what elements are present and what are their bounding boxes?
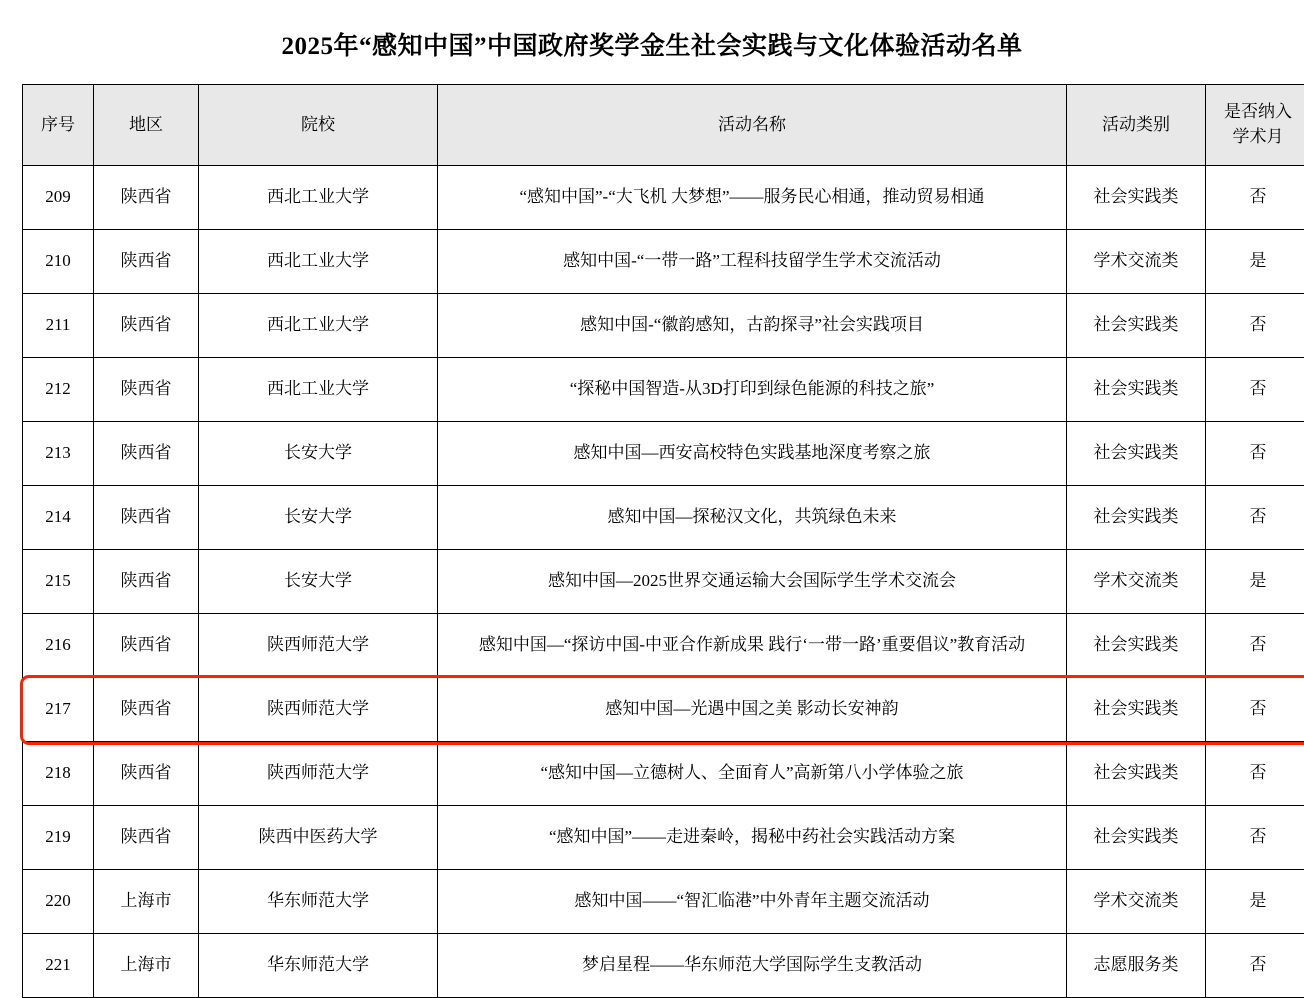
cell-activity: 感知中国——“智汇临港”中外青年主题交流活动 xyxy=(438,870,1067,934)
cell-school: 陕西中医药大学 xyxy=(199,806,438,870)
cell-activity: 感知中国-“徽韵感知，古韵探寻”社会实践项目 xyxy=(438,294,1067,358)
cell-region: 陕西省 xyxy=(94,486,199,550)
cell-academic: 否 xyxy=(1206,934,1304,998)
table-header-row xyxy=(23,85,1304,166)
cell-no: 213 xyxy=(23,422,94,486)
table-row xyxy=(23,486,1304,550)
table-row xyxy=(23,550,1304,614)
cell-no: 209 xyxy=(23,166,94,230)
cell-type: 社会实践类 xyxy=(1067,806,1206,870)
cell-type: 社会实践类 xyxy=(1067,742,1206,806)
cell-activity: 感知中国—探秘汉文化，共筑绿色未来 xyxy=(438,486,1067,550)
cell-no: 212 xyxy=(23,358,94,422)
cell-academic: 否 xyxy=(1206,294,1304,358)
cell-no: 211 xyxy=(23,294,94,358)
cell-activity: “感知中国”——走进秦岭，揭秘中药社会实践活动方案 xyxy=(438,806,1067,870)
cell-school: 长安大学 xyxy=(199,486,438,550)
table-row xyxy=(23,294,1304,358)
cell-region: 陕西省 xyxy=(94,550,199,614)
cell-school: 西北工业大学 xyxy=(199,166,438,230)
cell-activity: 感知中国—光遇中国之美 影动长安神韵 xyxy=(438,678,1067,742)
cell-academic: 是 xyxy=(1206,230,1304,294)
table-row xyxy=(23,806,1304,870)
cell-type: 社会实践类 xyxy=(1067,486,1206,550)
table-row xyxy=(23,166,1304,230)
column-header-region: 地区 xyxy=(94,85,199,166)
cell-activity: 感知中国—2025世界交通运输大会国际学生学术交流会 xyxy=(438,550,1067,614)
cell-academic: 否 xyxy=(1206,422,1304,486)
cell-academic: 是 xyxy=(1206,870,1304,934)
column-header-school: 院校 xyxy=(199,85,438,166)
cell-school: 西北工业大学 xyxy=(199,358,438,422)
cell-school: 长安大学 xyxy=(199,550,438,614)
cell-region: 陕西省 xyxy=(94,230,199,294)
cell-academic: 是 xyxy=(1206,550,1304,614)
cell-type: 社会实践类 xyxy=(1067,614,1206,678)
cell-type: 社会实践类 xyxy=(1067,358,1206,422)
cell-activity: 感知中国—西安高校特色实践基地深度考察之旅 xyxy=(438,422,1067,486)
column-header-academic-line1: 是否纳入 xyxy=(1210,100,1304,125)
table-body xyxy=(23,166,1304,998)
cell-no: 220 xyxy=(23,870,94,934)
cell-type: 社会实践类 xyxy=(1067,166,1206,230)
column-header-no: 序号 xyxy=(23,85,94,166)
cell-type: 社会实践类 xyxy=(1067,422,1206,486)
cell-type: 志愿服务类 xyxy=(1067,934,1206,998)
column-header-type: 活动类别 xyxy=(1067,85,1206,166)
table-row xyxy=(23,870,1304,934)
activity-listing-table xyxy=(22,84,1304,998)
table-container xyxy=(0,84,1304,998)
cell-activity: “感知中国—立德树人、全面育人”高新第八小学体验之旅 xyxy=(438,742,1067,806)
table-row xyxy=(23,422,1304,486)
cell-region: 陕西省 xyxy=(94,294,199,358)
cell-school: 陕西师范大学 xyxy=(199,678,438,742)
cell-no: 221 xyxy=(23,934,94,998)
cell-type: 社会实践类 xyxy=(1067,294,1206,358)
cell-school: 陕西师范大学 xyxy=(199,614,438,678)
cell-academic: 否 xyxy=(1206,166,1304,230)
document-page xyxy=(0,26,1304,966)
page-title: 2025年“感知中国”中国政府奖学金生社会实践与文化体验活动名单 xyxy=(0,26,1304,62)
cell-school: 长安大学 xyxy=(199,422,438,486)
cell-no: 210 xyxy=(23,230,94,294)
cell-school: 西北工业大学 xyxy=(199,230,438,294)
cell-school: 西北工业大学 xyxy=(199,294,438,358)
cell-no: 219 xyxy=(23,806,94,870)
table-header xyxy=(23,85,1304,166)
cell-no: 215 xyxy=(23,550,94,614)
cell-academic: 否 xyxy=(1206,742,1304,806)
table-row xyxy=(23,230,1304,294)
cell-region: 陕西省 xyxy=(94,358,199,422)
cell-region: 陕西省 xyxy=(94,678,199,742)
column-header-academic xyxy=(1206,85,1304,166)
cell-academic: 否 xyxy=(1206,678,1304,742)
cell-school: 华东师范大学 xyxy=(199,934,438,998)
cell-school: 华东师范大学 xyxy=(199,870,438,934)
cell-activity: “感知中国”-“大飞机 大梦想”——服务民心相通，推动贸易相通 xyxy=(438,166,1067,230)
column-header-activity: 活动名称 xyxy=(438,85,1067,166)
cell-region: 上海市 xyxy=(94,870,199,934)
column-header-academic-line2: 学术月 xyxy=(1210,125,1304,150)
table-row xyxy=(23,934,1304,998)
table-row xyxy=(23,614,1304,678)
cell-activity: 感知中国-“一带一路”工程科技留学生学术交流活动 xyxy=(438,230,1067,294)
cell-academic: 否 xyxy=(1206,486,1304,550)
cell-type: 学术交流类 xyxy=(1067,550,1206,614)
table-row xyxy=(23,742,1304,806)
cell-no: 218 xyxy=(23,742,94,806)
cell-activity: “探秘中国智造-从3D打印到绿色能源的科技之旅” xyxy=(438,358,1067,422)
cell-no: 217 xyxy=(23,678,94,742)
cell-region: 陕西省 xyxy=(94,422,199,486)
cell-no: 216 xyxy=(23,614,94,678)
table-row xyxy=(23,678,1304,742)
cell-academic: 否 xyxy=(1206,614,1304,678)
cell-type: 学术交流类 xyxy=(1067,870,1206,934)
cell-academic: 否 xyxy=(1206,806,1304,870)
cell-region: 陕西省 xyxy=(94,742,199,806)
cell-activity: 梦启星程——华东师范大学国际学生支教活动 xyxy=(438,934,1067,998)
cell-region: 陕西省 xyxy=(94,166,199,230)
cell-type: 社会实践类 xyxy=(1067,678,1206,742)
cell-type: 学术交流类 xyxy=(1067,230,1206,294)
cell-activity: 感知中国—“探访中国-中亚合作新成果 践行‘一带一路’重要倡议”教育活动 xyxy=(438,614,1067,678)
table-row xyxy=(23,358,1304,422)
cell-no: 214 xyxy=(23,486,94,550)
cell-region: 陕西省 xyxy=(94,614,199,678)
cell-academic: 否 xyxy=(1206,358,1304,422)
cell-school: 陕西师范大学 xyxy=(199,742,438,806)
cell-region: 上海市 xyxy=(94,934,199,998)
cell-region: 陕西省 xyxy=(94,806,199,870)
